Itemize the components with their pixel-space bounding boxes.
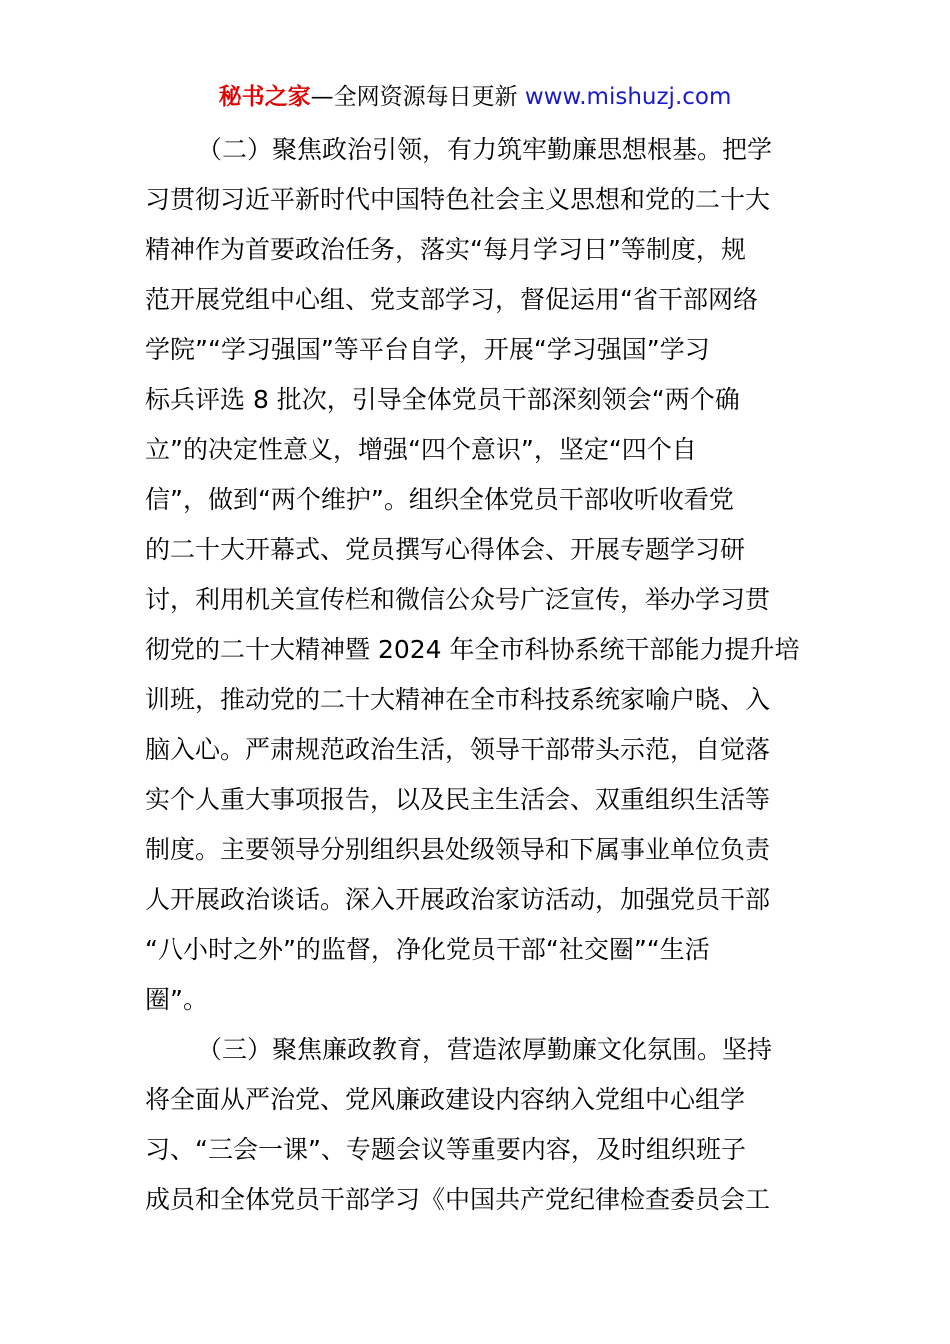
- document-body: [145, 125, 807, 1225]
- text-line: 学院”“学习强国”等平台自学，开展“学习强国”学习: [145, 335, 710, 364]
- text-line: “八小时之外”的监督，净化党员干部“社交圈”“生活: [145, 935, 710, 964]
- site-url-link[interactable]: www.mishuzj.com: [517, 84, 732, 110]
- text-line: 范开展党组中心组、党支部学习，督促运用“省干部网络: [145, 285, 758, 314]
- text-line: 人开展政治谈话。深入开展政治家访活动，加强党员干部: [145, 885, 771, 914]
- text-line: 立”的决定性意义，增强“四个意识”，坚定“四个自: [145, 435, 697, 464]
- text-line: 训班，推动党的二十大精神在全市科技系统家喻户晓、入: [145, 685, 771, 714]
- text-line: 讨，利用机关宣传栏和微信公众号广泛宣传，举办学习贯: [145, 585, 771, 614]
- text-line: 圈”。: [145, 985, 208, 1014]
- text-line: （二）聚焦政治引领，有力筑牢勤廉思想根基。把学: [197, 135, 773, 164]
- text-line: 将全面从严治党、党风廉政建设内容纳入党组中心组学: [145, 1085, 746, 1114]
- site-header: [0, 80, 950, 114]
- text-line: 习贯彻习近平新时代中国特色社会主义思想和党的二十大: [145, 185, 771, 214]
- text-line: 精神作为首要政治任务，落实“每月学习日”等制度，规: [145, 235, 746, 264]
- text-line: 信”，做到“两个维护”。组织全体党员干部收听收看党: [145, 485, 734, 514]
- text-line: 制度。主要领导分别组织县处级领导和下属事业单位负责: [145, 835, 771, 864]
- paragraph: [145, 1025, 807, 1225]
- text-line: 习、“三会一课”、专题会议等重要内容，及时组织班子: [145, 1135, 746, 1164]
- text-line: 成员和全体党员干部学习《中国共产党纪律检查委员会工: [145, 1185, 771, 1214]
- text-line: 标兵评选 8 批次，引导全体党员干部深刻领会“两个确: [145, 385, 740, 414]
- text-line: （三）聚焦廉政教育，营造浓厚勤廉文化氛围。坚持: [197, 1035, 773, 1064]
- site-brand: 秘书之家: [218, 84, 311, 110]
- text-line: 的二十大开幕式、党员撰写心得体会、开展专题学习研: [145, 535, 746, 564]
- text-line: 实个人重大事项报告，以及民主生活会、双重组织生活等: [145, 785, 771, 814]
- text-line: 彻党的二十大精神暨 2024 年全市科协系统干部能力提升培: [145, 635, 800, 664]
- site-slogan: —全网资源每日更新: [310, 84, 518, 110]
- text-line: 脑入心。严肃规范政治生活，领导干部带头示范，自觉落: [145, 735, 771, 764]
- paragraph: [145, 125, 807, 1025]
